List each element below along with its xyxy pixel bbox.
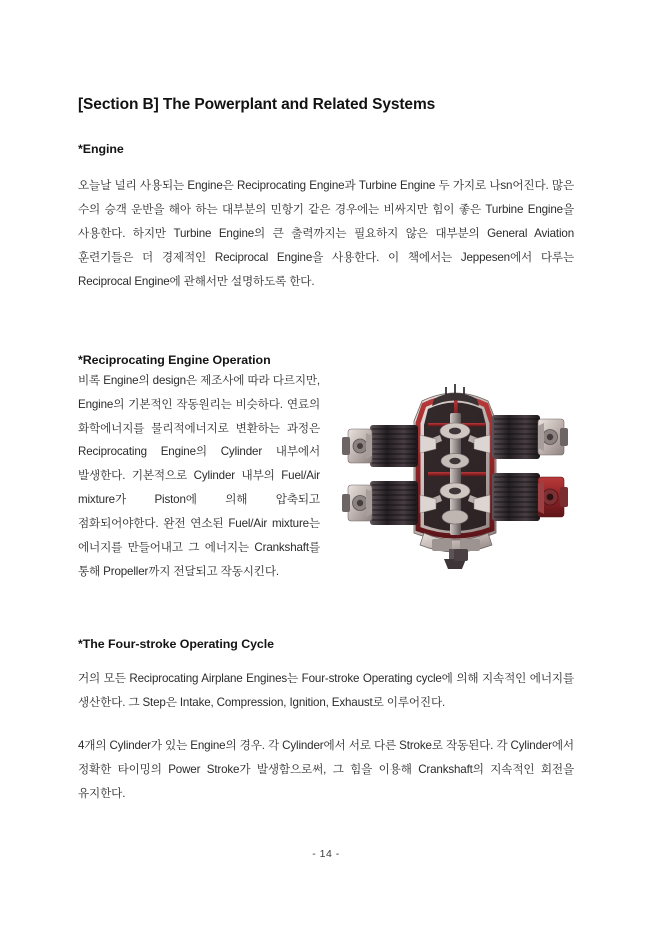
page-number: - 14 -: [312, 848, 340, 860]
paragraph-engine-intro: 오늘날 널리 사용되는 Engine은 Reciprocating Engine과 Turbine Engine 두 가지로 나sn어진다. 많은 수의 승객 운반을 해아 하는 대부분의 민항기 같은 경우에는 비싸지만 힘이 좋은 Turbine Engine을 사용한다. 하지만 Turbine Engine의 큰 출력까지는 필요하지 않은 대부분의 General Aviation 훈련기들은 더 경제적인 Reciprocal Engine을 사용한다. 이 책에서는 Jeppesen에서 다루는 Reciprocal Engine에 관해서만 설명하도록 한다.: [78, 178, 574, 288]
cylinder-right-lower: [492, 473, 568, 521]
cylinder-left-lower: [342, 481, 418, 525]
heading-reciprocating-engine-operation: *Reciprocating Engine Operation: [78, 352, 271, 367]
heading-four-stroke-operating-cycle: *The Four-stroke Operating Cycle: [78, 637, 275, 652]
page-content: [78, 0, 574, 806]
reciprocating-figure-block: [78, 294, 574, 585]
engine-cutaway-image: [336, 373, 574, 573]
page-title: [Section B] The Powerplant and Related Systems: [78, 96, 436, 113]
heading-engine: *Engine: [78, 142, 124, 157]
engine-cutaway-illustration: [336, 373, 574, 573]
cylinder-right-upper: [492, 415, 568, 459]
paragraph-fourstroke-2: 4개의 Cylinder가 있는 Engine의 경우. 각 Cylinder에서 서로 다른 Stroke로 작동된다. 각 Cylinder에서 정확한 타이밍의 Power Stroke가 발생함으로써, 그 힘을 이용해 Crankshaft의 지속적인 회전을 유지한다.: [78, 739, 574, 801]
fourstroke-section: [78, 584, 574, 806]
paragraph-fourstroke-1: 거의 모든 Reciprocating Airplane Engines는 Four-stroke Operating cycle에 의해 지속적인 에너지를 생산한다. 그 Step은 Intake, Compression, Ignition, Exhaust로 이루어진다.: [78, 672, 574, 710]
paragraph-reciprocating-operation: 비록 Engine의 design은 제조사에 따라 다르지만, Engine의 기본적인 작동원리는 비슷하다. 연료의 화학에너지를 물리적에너지로 변환하는 과정은 Reciprocating Engine의 Cylinder 내부에서 발생한다. 기본적으로 Cylinder 내부의 Fuel/Air mixture가 Piston에 의해 압축되고 점화되어야한다. 완전 연소된 Fuel/Air mixture는 에너지를 만들어내고 그 에너지는 Crankshaft를 통해 Propeller까지 전달되고 작동시킨다.: [78, 373, 320, 579]
cylinder-left-upper: [342, 425, 418, 467]
